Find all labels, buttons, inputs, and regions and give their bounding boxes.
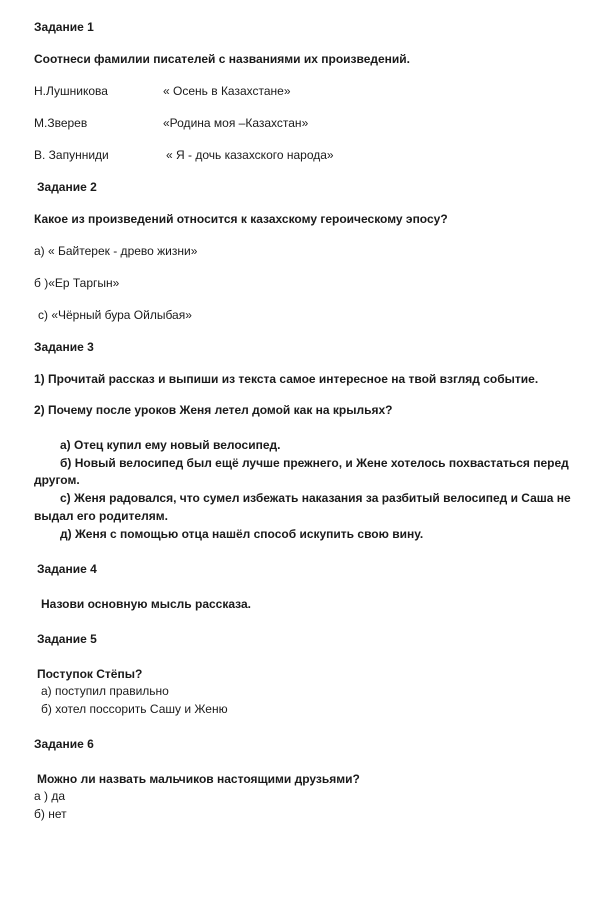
task3-heading: Задание 3 bbox=[34, 340, 94, 354]
task6-option-b: б) нет bbox=[34, 807, 67, 821]
task5-option-a: а) поступил правильно bbox=[41, 684, 169, 698]
task3-question-1: 1) Прочитай рассказ и выпиши из текста самое интересное на твой взгляд событие. bbox=[34, 372, 539, 386]
task1-question: Соотнеси фамилии писателей с названиями их произведений. bbox=[34, 52, 411, 66]
task3-option-c-line1: с) Женя радовался, что сумел избежать наказания за разбитый велосипед и Саша не bbox=[60, 491, 571, 505]
task3-option-b-line1: б) Новый велосипед был ещё лучше прежнего, и Жене хотелось похвастаться перед bbox=[60, 456, 569, 470]
task6-question: Можно ли назвать мальчиков настоящими друзьями? bbox=[37, 772, 360, 786]
task3-option-d: д) Женя с помощью отца нашёл способ искупить свою вину. bbox=[60, 527, 424, 541]
cropped-top-text bbox=[140, 0, 410, 2]
task6-option-a: а ) да bbox=[34, 789, 66, 803]
task2-heading: Задание 2 bbox=[37, 180, 97, 194]
task5-heading: Задание 5 bbox=[37, 632, 97, 646]
task5-question: Поступок Стёпы? bbox=[37, 667, 143, 681]
task2-option-c: с) «Чёрный бура Ойлыбая» bbox=[38, 308, 192, 322]
task2-option-a: а) « Байтерек - древо жизни» bbox=[34, 244, 198, 258]
task1-author-1: Н.Лушникова bbox=[34, 84, 108, 98]
task5-option-b: б) хотел поссорить Сашу и Женю bbox=[41, 702, 228, 716]
task3-option-a: а) Отец купил ему новый велосипед. bbox=[60, 438, 281, 452]
task1-author-3: В. Запунниди bbox=[34, 148, 109, 162]
task3-option-c-line2: выдал его родителям. bbox=[34, 509, 168, 523]
task3-option-b-line2: другом. bbox=[34, 473, 80, 487]
task6-heading: Задание 6 bbox=[34, 737, 94, 751]
task2-option-b: б )«Ер Таргын» bbox=[34, 276, 120, 290]
task1-work-3: « Я - дочь казахского народа» bbox=[166, 148, 334, 162]
task4-question: Назови основную мысль рассказа. bbox=[41, 597, 251, 611]
task2-question: Какое из произведений относится к казахскому героическому эпосу? bbox=[34, 212, 448, 226]
task3-question-2: 2) Почему после уроков Женя летел домой как на крыльях? bbox=[34, 403, 393, 417]
task1-work-1: « Осень в Казахстане» bbox=[163, 84, 291, 98]
task4-heading: Задание 4 bbox=[37, 562, 97, 576]
task1-work-2: «Родина моя –Казахстан» bbox=[163, 116, 309, 130]
task1-heading: Задание 1 bbox=[34, 20, 94, 34]
task1-author-2: М.Зверев bbox=[34, 116, 88, 130]
